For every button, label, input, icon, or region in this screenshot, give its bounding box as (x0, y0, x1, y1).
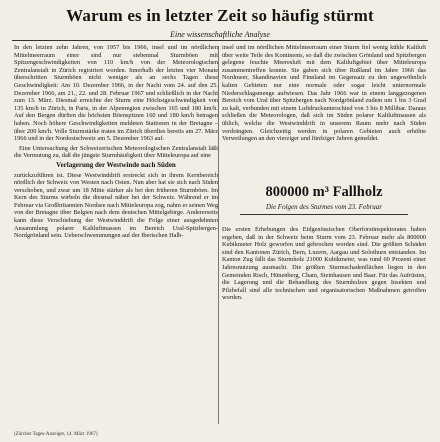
left-paragraph-3: zurückzuführen ist. Diese Westwinddrift erstreckt sich in ihrem Kernbereich nördlich der Schweiz von Westen nach Osten. Nun aber hat sie sich nach Süden verschoben, und zwar um 18 Mitte stärker als bei den früheren Sturmböen. Im Kern des Sturms wirbeln die diesmal näher bei der Schweiz. Während er im Februar via Großbritannien Nordsee nach Mitteleuropa zog, nahm er seinen Weg von der Bretagne über Belgien nach dem deutschen Mittelgebirge. Andererseits kann diese Verschiebung der Westwinddrift die Folge einer ausgedehnten Ansammlung polarer Kaltluftmassen im Bereich Ural-Spitzbergen-Nordgrönland sein. Ueberschwemmungen auf der Iberischen Halb- (14, 171, 218, 240)
right-paragraph-1: insel und im nördlichen Mittelmeerraum einer Sturm fiel wenig kühle Kaltluft über weite Teile des Kontinents, so daß die zwischen Grönland und Spitzbergen gelegene feuchte Meeresluft mit dem Kaltluftgebiet über Mitteleuropa zusammentreffen konnte. Sie gaben sich über Rußland im Jahre 1966 das Nordmeer, Skandinavien und Finnland im Gegensatz zu den ungewöhnlich kalten Gebieten nur eine normale oder sogar leicht unternormale Niederschlagsmenge aufwiesen. Das Jahr 1966 war in einem langgezogenen Bereich vom Ural über Spitzbergen nach Nordgrönland zudem um 1 bis 3 Grad zu kalt, verbunden mit einem Luftdruckunterschied von 3 bis 8 Millibar. Daraus schließen die Meteorologen, daß sich im Süden polarer Kaltluftmassen als üblich, welche die Westwinddrift in unserem Raum mehr nach Süden verdrängten. Gleichzeitig werden in polaren Gebieten auch erhöhte Verweilungen an den vierziger und fünfziger Jahren gemeldet. (222, 44, 426, 143)
left-paragraph-2: Eine Untersuchung der Schweizerischen Meteorologischen Zentralanstalt läßt die Vermutung zu, daß die jüngste Sturmhäufigkeit über Mitteleuropa auf eine (14, 144, 218, 160)
column-divider (218, 46, 219, 424)
right-column (222, 44, 426, 174)
source-credit: (Zürcher Tages-Anzeiger, 14. März 1967) (14, 432, 98, 437)
left-paragraph-1: In den letzten zehn Jahren, von 1957 bis 1966, insel und im nördlichen Mittelmeerraum einer sind nur siebenmal Sturmböen mit Spitzengeschwindigkeiten von 110 km/h von der Meteorologischen Zentralanstalt in Zürich registriert worden. Innerhalb der letzten vier Monate überschritten Sturmböen nicht weniger als an sechs Tagen diese Geschwindigkeit: Am 10. Dezember 1966, in der Nacht vom 24. auf den 25. Dezember 1966, am 21., 22. und 28. Februar 1967 und schließlich in der Nacht zum 13. März. Diesmal erreichte der Sturm eine Höchstgeschwindigkeit von 135 km/h in Zürich, in Paris, in der Alpenregion zwischen 165 und 180 km/h. Auf den Bergen dürften die höchsten Böenspitzen 160 und 180 km/h betragen haben. Noch höhere Geschwindigkeiten meldeten Stationen in der Bretagne – über 200 km/h. Volle Sturmstärke traten im Zürich überdies bereits am 27. März 1966 und in der Nordostschweiz am 5. Dezember 1963 auf. (14, 44, 218, 143)
headline-rule (12, 40, 428, 41)
right-column-lower (222, 226, 426, 424)
callout-rule (240, 214, 408, 215)
callout-box (226, 184, 422, 215)
article-subhead: Eine wissenschaftliche Analyse (170, 30, 270, 39)
right-paragraph-2: Die ersten Erhebungen des Eidgenössischen Oberforstinspektorates haben ergeben, daß in der Schweiz beim Sturm vom 23. Februar mehr als 800000 Kubikmeter Holz geworfen und gebrochen worden sind. Die größten Schäden sind den Kantonen Zürich, Bern, Luzern, Aargau und Solothurn entstanden. Im Kanton Zug fällt das Sturmholz 21000 Kubikmeter, was rund 60 Prozent einer Jahresnutzung ausmacht. Die größten Sturmschadenflächen liegen in den Gemeinden Risch, Hünenberg, Cham, Steinhausen und Baar. Für das Aufrüsten, die Lagerung und die Behandlung des Sturmholzes gegen Insekten und Pilzbefall sind alle technischen und organisatorischen Maßnahmen getroffen worden. (222, 226, 426, 302)
article-headline: Warum es in letzter Zeit so häufig stürmt (66, 6, 374, 25)
left-column (14, 44, 218, 424)
callout-subhead: Die Folgen des Sturmes vom 23. Februar (265, 203, 383, 211)
section-subtitle: Verlagerung der Westwinde nach Süden (56, 160, 176, 169)
callout-headline: 800000 m³ Fallholz (265, 184, 383, 200)
